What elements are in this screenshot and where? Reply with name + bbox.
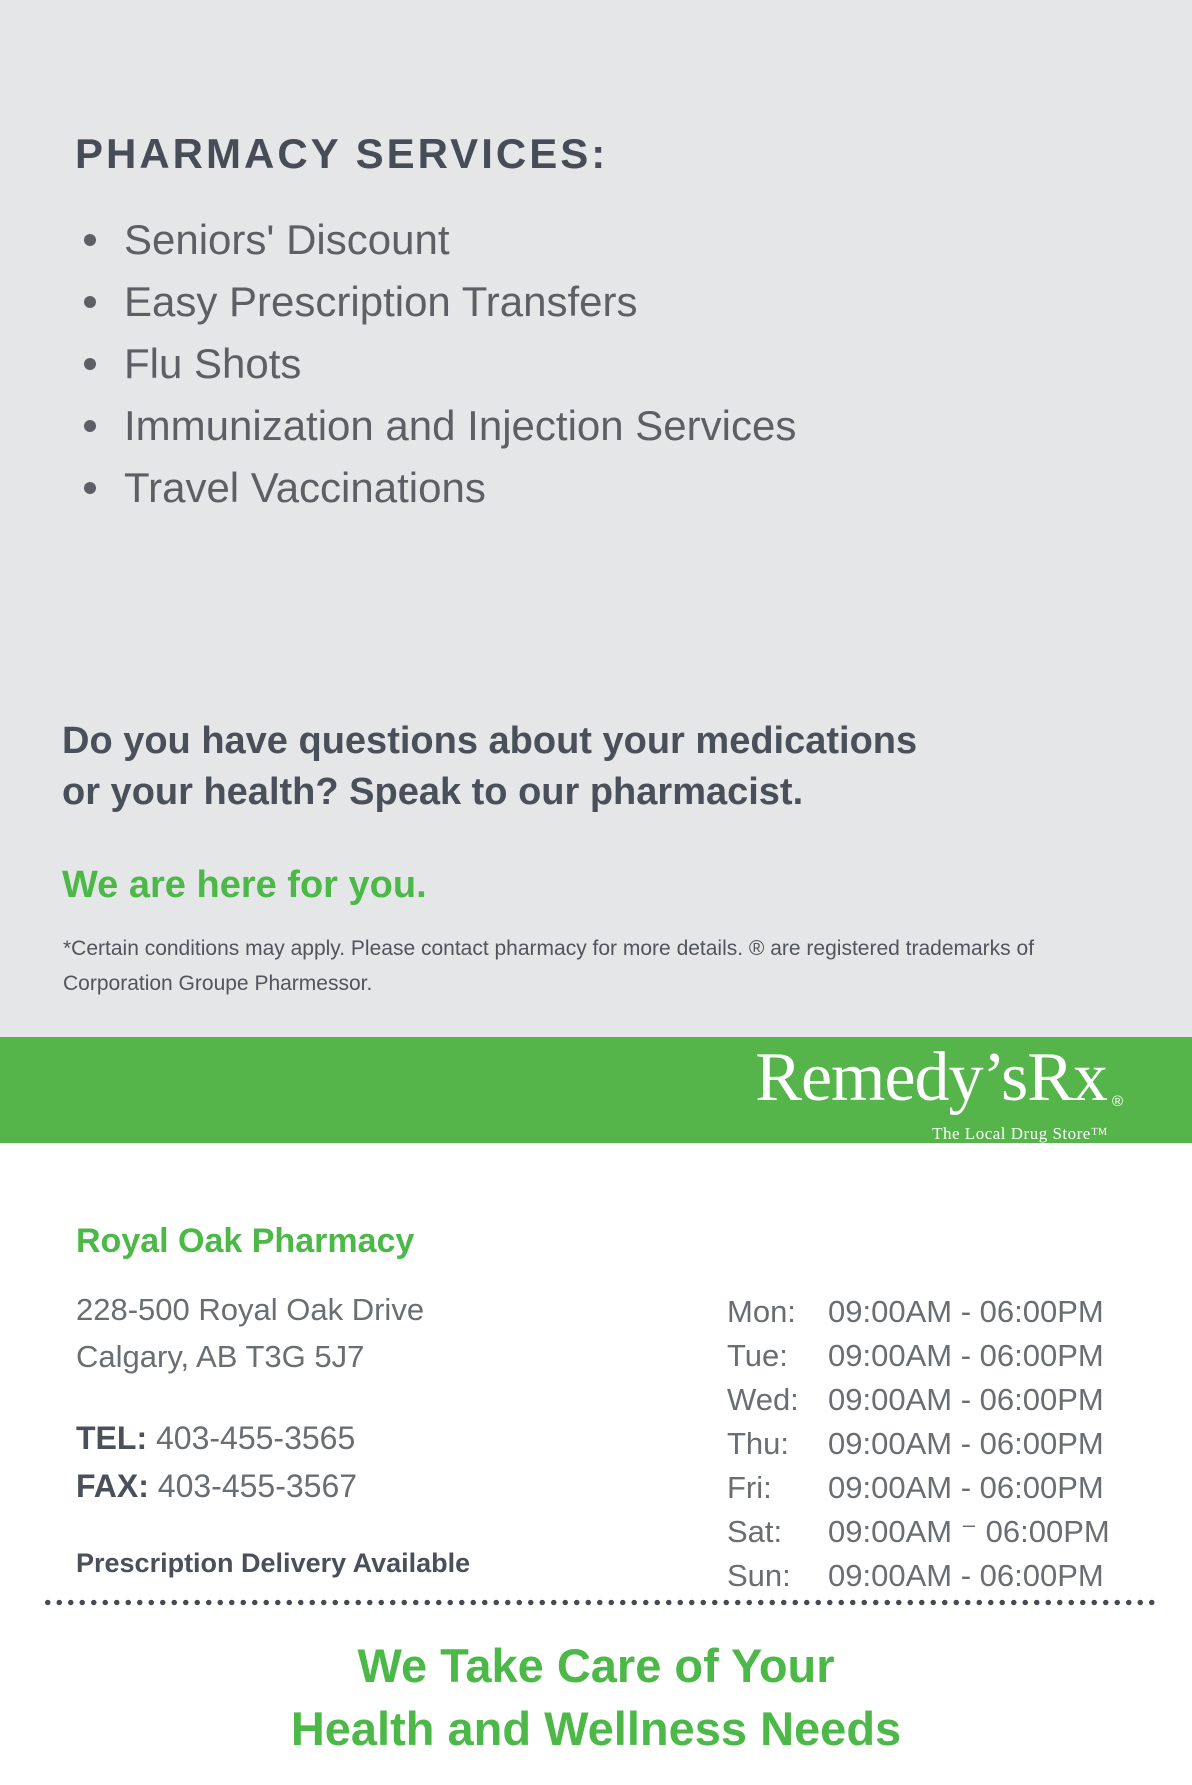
hours-day: Sun: [727, 1558, 791, 1593]
dotted-divider [42, 1599, 1158, 1606]
hours-day: Thu: [727, 1426, 790, 1461]
tel-row [76, 1414, 357, 1462]
hours-day: Sat: [727, 1514, 783, 1549]
logo-tagline: The Local Drug Store™ [932, 1124, 1108, 1143]
hours-row [727, 1422, 1110, 1466]
hours-time: 09:00AM - 06:00PM [828, 1470, 1104, 1505]
store-address [76, 1286, 424, 1380]
store-hours-table [727, 1290, 1110, 1598]
hours-time: 09:00AM - 06:00PM [828, 1294, 1104, 1329]
hours-row [727, 1290, 1110, 1334]
registered-trademark-icon: ® [1111, 1093, 1122, 1110]
hours-day: Wed: [727, 1382, 799, 1417]
service-list-item [84, 209, 796, 271]
hours-time: 09:00AM - 06:00PM [828, 1338, 1104, 1373]
hours-row [727, 1554, 1110, 1598]
hours-time: 09:00AM - 06:00PM [828, 1558, 1104, 1593]
question-line-1: Do you have questions about your medications [62, 720, 918, 762]
hours-time: 09:00AM - 06:00PM [828, 1382, 1104, 1417]
bullet-dot-icon [84, 482, 96, 494]
footer-line-2: Health and Wellness Needs [290, 1702, 902, 1755]
fax-label: FAX: [76, 1468, 149, 1504]
phone-numbers [76, 1414, 357, 1510]
bullet-dot-icon [84, 234, 96, 246]
bullet-dot-icon [84, 420, 96, 432]
bullet-dot-icon [84, 296, 96, 308]
services-heading: PHARMACY SERVICES: [75, 130, 609, 177]
question-text [62, 716, 917, 818]
address-line-2: Calgary, AB T3G 5J7 [76, 1339, 365, 1374]
logo-wordmark [755, 1040, 1122, 1134]
hours-row [727, 1510, 1110, 1554]
service-list-item [84, 271, 796, 333]
hours-time: 09:00AM - 06:00PM [828, 1426, 1104, 1461]
service-item-label: Seniors' Discount [124, 216, 450, 263]
hours-row [727, 1466, 1110, 1510]
hours-day: Fri: [727, 1470, 772, 1505]
hours-day: Mon: [727, 1294, 796, 1329]
services-list [84, 209, 796, 519]
footer-slogan [0, 1634, 1192, 1760]
footer-line-1: We Take Care of Your [357, 1639, 835, 1692]
fax-row [76, 1462, 357, 1510]
brand-banner [0, 1037, 1192, 1143]
tel-number: 403-455-3565 [155, 1420, 356, 1456]
hours-row [727, 1334, 1110, 1378]
store-name: Royal Oak Pharmacy [76, 1222, 415, 1260]
address-line-1: 228-500 Royal Oak Drive [76, 1292, 425, 1327]
remedysrx-logo [755, 1040, 1122, 1144]
hours-time: 09:00AM ⁻ 06:00PM [828, 1514, 1110, 1549]
disclaimer-text [63, 931, 1034, 1001]
service-item-label: Travel Vaccinations [124, 464, 486, 511]
service-list-item [84, 333, 796, 395]
disclaimer-line-1: *Certain conditions may apply. Please contact pharmacy for more details. ® are registered trademarks of [63, 937, 1035, 960]
service-item-label: Flu Shots [124, 340, 302, 387]
tel-label: TEL: [76, 1420, 148, 1456]
tagline-text: We are here for you. [62, 864, 427, 906]
question-line-2: or your health? Speak to our pharmacist. [62, 771, 804, 813]
fax-number: 403-455-3567 [157, 1468, 358, 1504]
disclaimer-line-2: Corporation Groupe Pharmessor. [63, 972, 373, 995]
service-list-item [84, 457, 796, 519]
hours-day: Tue: [727, 1338, 788, 1373]
delivery-note: Prescription Delivery Available [76, 1548, 471, 1578]
bullet-dot-icon [84, 358, 96, 370]
logo-text: Remedy’sRx [755, 1039, 1107, 1116]
service-item-label: Immunization and Injection Services [124, 402, 797, 449]
service-item-label: Easy Prescription Transfers [124, 278, 638, 325]
service-list-item [84, 395, 796, 457]
hours-row [727, 1378, 1110, 1422]
